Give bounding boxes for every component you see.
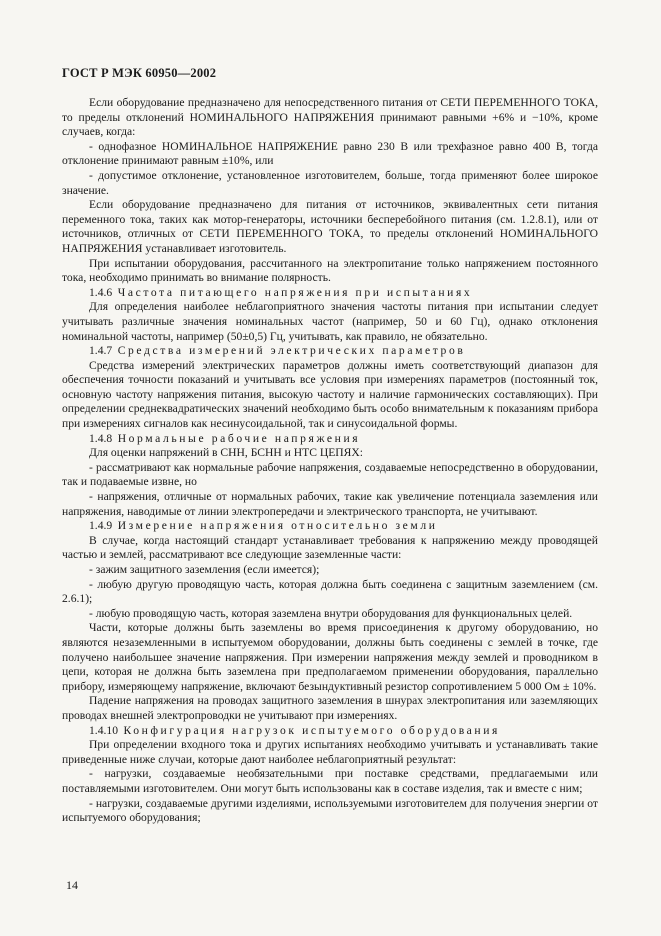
section-title: Нормальные рабочие напряжения — [117, 431, 361, 445]
body-paragraph: Для определения наиболее неблагоприятного значения частоты питания при испытании следует учитывать различные значения номинальных частот (например, 50 и 60 Гц), однако отклонения номинальной частоты, например (50±0,5) Гц, учитывать, как правило, не обязательно. — [62, 300, 598, 343]
body-paragraph: - зажим защитного заземления (если имеется); — [89, 563, 320, 576]
section-heading — [62, 519, 598, 534]
body-paragraph: Части, которые должны быть заземлены во время присоединения к другому оборудованию, но являются незаземленными в испытуемом оборудовании, должны быть соединены с землей в точке, где получено наибольшее значение напряжения. При измерении напряжения между землей и проводником в цепи, которая не должна быть заземлена при предполагаемом применении оборудования, параллельно прибору, измеряющему напряжение, включают безындуктивный резистор сопротивлением 5 000 Ом ± 10%. — [62, 621, 598, 693]
body-paragraph: Для оценки напряжений в СНН, БСНН и НТС ЦЕПЯХ: — [89, 446, 364, 460]
section-title: Частота питающего напряжения при испытаниях — [117, 285, 473, 299]
document-header: ГОСТ Р МЭК 60950—2002 — [62, 66, 217, 80]
body-paragraph: - нагрузки, создаваемые другими изделиями, используемыми изготовителем для получения энергии от испытуемого оборудования; — [62, 796, 598, 825]
section-number: 1.4.10 — [89, 723, 118, 737]
body-paragraph: При определении входного тока и других испытаниях необходимо учитывать и устанавливать такие приведенные ниже случаи, которые дают наиболее неблагоприятный результат: — [62, 738, 598, 766]
body-paragraph: - напряжения, отличные от нормальных рабочих, такие как увеличение потенциала заземления или напряжения, наводимые от линии электропередачи и электрического транспорта, не учитывают. — [62, 490, 598, 518]
body-paragraph: В случае, когда настоящий стандарт устанавливает требования к напряжению между проводящей частью и землей, рассматривают все следующие заземленные части: — [62, 533, 598, 562]
body-paragraph: Средства измерений электрических параметров должны иметь соответствующий диапазон для обеспечения точности показаний и учитывать все условия при измерениях параметров (постоянный ток, основную частоту напряжения питания, высокую частоту и наличие гармонических составляющих). При определении среднеквадратических значений необходимо быть особо внимательным к показаниям прибора при измерениях сигналов как несинусоидальной, так и синусоидальной формы. — [62, 358, 598, 431]
body-paragraph: - однофазное НОМИНАЛЬНОЕ НАПРЯЖЕНИЕ равно 230 В или трехфазное равно 400 В, тогда отклонение принимают равным ±10%, или — [62, 139, 598, 168]
body-paragraph: - любую проводящую часть, которая заземлена внутри оборудования для функциональных целей. — [89, 606, 573, 620]
body-paragraph: Если оборудование предназначено для непосредственного питания от СЕТИ ПЕРЕМЕННОГО ТОКА, то пределы отклонений НОМИНАЛЬНОГО НАПРЯЖЕНИЯ принимают равными +6% и −10%, кроме случаев, когда: — [62, 96, 598, 139]
section-number: 1.4.7 — [89, 344, 113, 358]
body-paragraph: Падение напряжения на проводах защитного заземления в шнурах электропитания или заземляющих проводах внешней электропроводки не учитывают при измерениях. — [62, 694, 598, 722]
section-title: Средства измерений электрических параметров — [117, 344, 466, 358]
body-paragraph: - любую другую проводящую часть, которая должна быть соединена с защитным заземлением (см. 2.6.1); — [62, 577, 598, 606]
body-paragraph: - нагрузки, создаваемые необязательными при поставке средствами, предлагаемыми или поставляемыми изготовителем. Они могут быть использованы как в составе изделия, так и вместе с ним; — [62, 767, 598, 795]
section-number: 1.4.8 — [89, 431, 113, 445]
body-paragraph: - допустимое отклонение, установленное изготовителем, больше, тогда применяют более широкое значение. — [62, 168, 598, 197]
body-paragraph: При испытании оборудования, рассчитанного на электропитание только напряжением постоянного тока, необходимо принимать во внимание полярность. — [62, 256, 598, 285]
section-heading — [62, 724, 598, 739]
section-heading — [62, 286, 598, 301]
section-number: 1.4.9 — [89, 519, 113, 533]
document-body — [62, 96, 598, 826]
body-paragraph: - рассматривают как нормальные рабочие напряжения, создаваемые непосредственно в оборудовании, так и подаваемые извне, но — [62, 460, 598, 489]
section-heading — [62, 344, 598, 359]
section-title: Конфигурация нагрузок испытуемого оборудования — [123, 723, 500, 737]
section-heading — [62, 432, 598, 447]
section-title: Измерение напряжения относительно земли — [117, 519, 438, 533]
body-paragraph: Если оборудование предназначено для питания от источников, эквивалентных сети питания переменного тока, таких как мотор-генераторы, источники бесперебойного питания (см. 1.2.8.1), или от источников, отличных от СЕТИ ПЕРЕМЕННОГО ТОКА, то пределы отклонений НОМИНАЛЬНОГО НАПРЯЖЕНИЯ устанавливает изготовитель. — [62, 198, 598, 255]
section-number: 1.4.6 — [89, 285, 113, 299]
page-number: 14 — [66, 878, 78, 892]
